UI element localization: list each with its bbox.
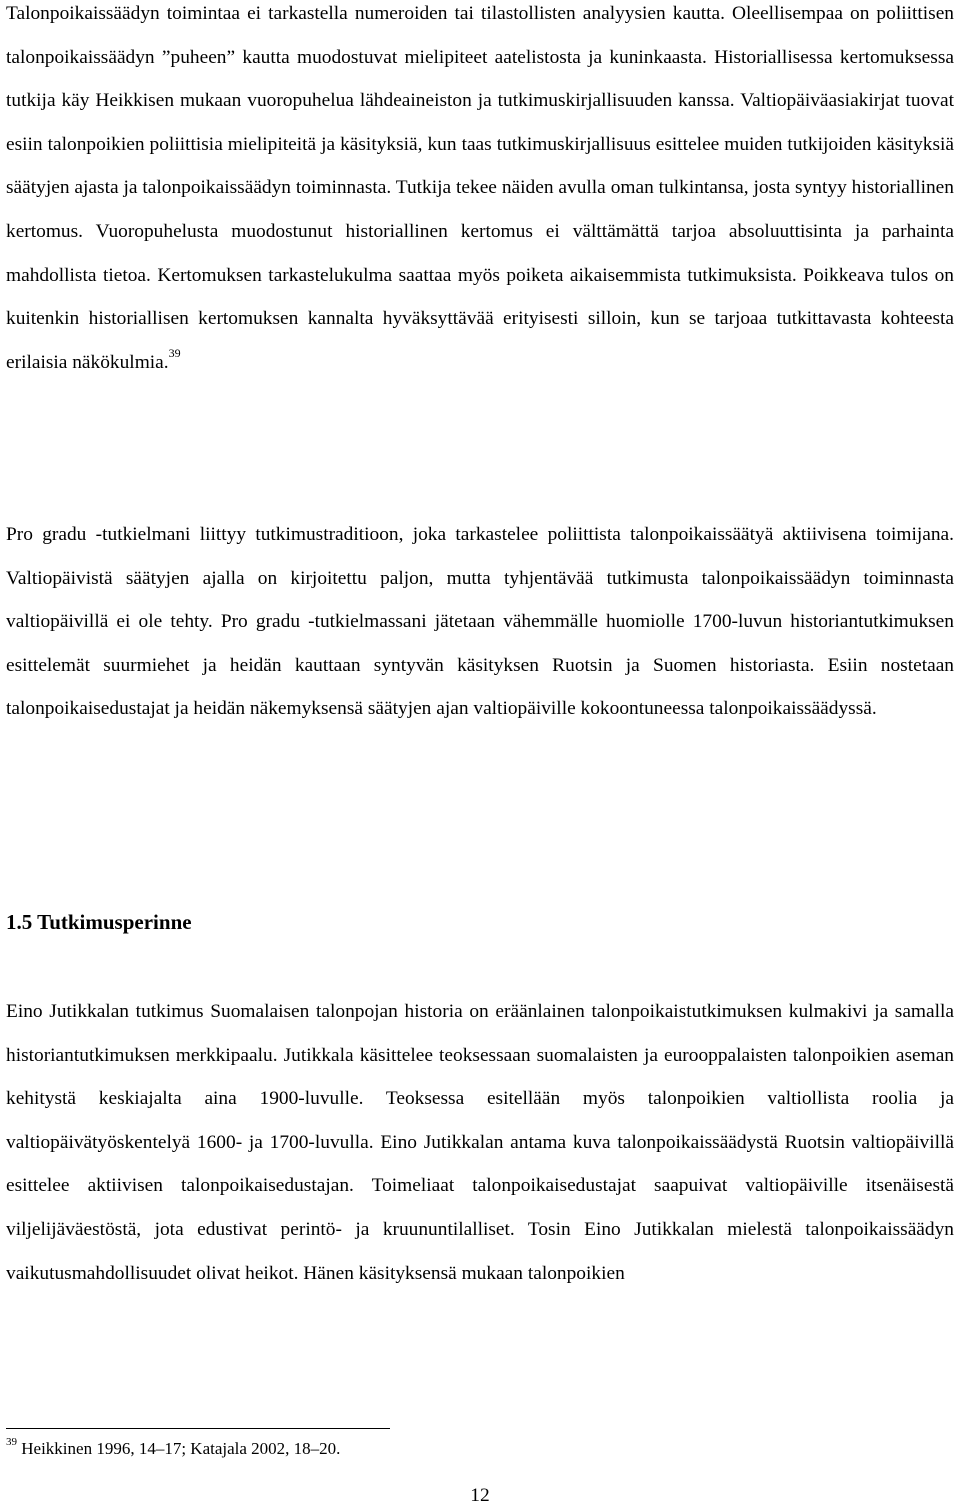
footnote xyxy=(6,1437,340,1461)
footnote-divider xyxy=(6,1428,390,1429)
footnote-reference: 39 xyxy=(168,346,181,361)
footnote-number: 39 xyxy=(6,1436,17,1449)
footnote-text: Heikkinen 1996, 14–17; Katajala 2002, 18–20. xyxy=(17,1439,341,1458)
paragraph-jutikkala: Eino Jutikkalan tutkimus Suomalaisen talonpojan historia on eräänlainen talonpoikaistutkimuksen kulmakivi ja samalla historiantutkimuksen merkkipaalu. Jutikkala käsittelee teoksessaan suomalaisten ja eurooppalaisten talonpoikien aseman kehitystä keskiajalta aina 1900-luvulle. Teoksessa esitellään myös talonpoikien valtiollista roolia ja valtiopäivätyöskentelyä 1600- ja 1700-luvulla. Eino Jutikkalan antama kuva talonpoikaissäädystä Ruotsin valtiopäivillä esittelee aktiivisen talonpoikaisedustajan. Toimeliaat talonpoikaisedustajat saapuivat valtiopäiville itsenäisestä viljelijäväestöstä, jota edustivat perintö- ja kruununtilalliset. Tosin Eino Jutikkalan mielestä talonpoikaissäädyn vaikutusmahdollisuudet olivat heikot. Hänen käsityksensä mukaan talonpoikien xyxy=(6,1001,954,1284)
section-heading: 1.5 Tutkimusperinne xyxy=(6,910,192,934)
paragraph-historical-narrative xyxy=(6,0,954,384)
paragraph-research-tradition: Pro gradu -tutkielmani liittyy tutkimustraditioon, joka tarkastelee poliittista talonpoikaissäätyä aktiivisena toimijana. Valtiopäivistä säätyjen ajalla on kirjoitettu paljon, mutta tyhjentävää tutkimusta talonpoikaissäädyn toiminnasta valtiopäivillä ei ole tehty. Pro gradu -tutkielmassani jätetaan vähemmälle huomiolle 1700-luvun historiantutkimuksen esittelemät suurmiehet ja heidän kauttaan syntyvän käsityksen Ruotsin ja Suomen historiasta. Esiin nostetaan talonpoikaisedustajat ja heidän näkemyksensä säätyjen ajan valtiopäiville kokoontuneessa talonpoikaissäädyssä. xyxy=(6,524,954,720)
page-number: 12 xyxy=(470,1485,490,1506)
paragraph-1-text: Talonpoikaissäädyn toimintaa ei tarkastella numeroiden tai tilastollisten analyysien kautta. Oleellisempaa on poliittisen talonpoikaissäädyn ”puheen” kautta muodostuvat mielipiteet aatelistosta ja kuninkaasta. Historiallisessa kertomuksessa tutkija käy Heikkisen mukaan vuoropuhelua lähdeaineiston ja tutkimuskirjallisuuden kanssa. Valtiopäiväasiakirjat tuovat esiin talonpoikien poliittisia mielipiteitä ja käsityksiä, kun taas tutkimuskirjallisuus esittelee muiden tutkijoiden käsityksiä säätyjen ajasta ja talonpoikaissäädyn toiminnasta. Tutkija tekee näiden avulla oman tulkintansa, josta syntyy historiallinen kertomus. Vuoropuhelusta muodostunut historiallinen kertomus ei välttämättä tarjoa absoluuttisinta ja parhainta mahdollista tietoa. Kertomuksen tarkastelukulma saattaa myös poiketa aikaisemmista tutkimuksista. Poikkeava tulos on kuitenkin historiallisen kertomuksen kannalta hyväksyttävää erityisesti silloin, kun se tarjoaa tutkittavasta kohteesta erilaisia näkökulmia. xyxy=(6,3,954,373)
